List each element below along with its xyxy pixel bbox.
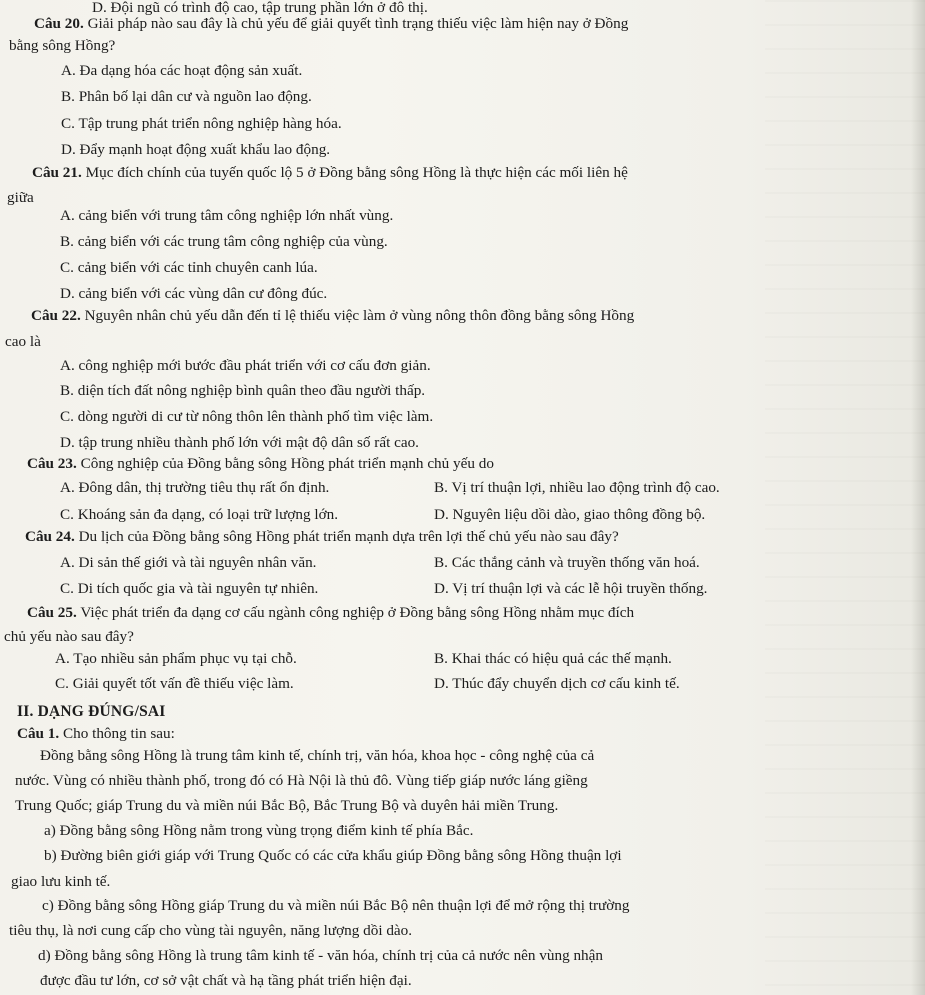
question-24 bbox=[25, 528, 619, 546]
question-text-cont: cao là bbox=[5, 333, 41, 350]
question-21 bbox=[32, 164, 628, 182]
answer-option: A. Tạo nhiều sản phẩm phục vụ tại chỗ. bbox=[55, 650, 297, 667]
passage-line: Đồng bằng sông Hồng là trung tâm kinh tế, chính trị, văn hóa, khoa học - công nghệ của cả bbox=[40, 747, 595, 764]
answer-option: B. Các thắng cảnh và truyền thống văn hoá. bbox=[434, 554, 700, 571]
answer-option: C. cảng biển với các tỉnh chuyên canh lúa. bbox=[60, 259, 318, 276]
statement-a: a) Đồng bằng sông Hồng nằm trong vùng trọng điểm kinh tế phía Bắc. bbox=[44, 822, 474, 839]
answer-option: D. Đẩy mạnh hoạt động xuất khẩu lao động. bbox=[61, 141, 331, 158]
question-label: Câu 1. bbox=[17, 725, 60, 742]
answer-option: B. Khai thác có hiệu quả các thế mạnh. bbox=[434, 650, 672, 667]
answer-option: C. Tập trung phát triển nông nghiệp hàng hóa. bbox=[61, 115, 342, 132]
answer-option: C. Di tích quốc gia và tài nguyên tự nhiên. bbox=[60, 580, 319, 597]
question-text: Giải pháp nào sau đây là chủ yếu để giải quyết tình trạng thiếu việc làm hiện nay ở Đồng bbox=[87, 15, 629, 32]
question-20 bbox=[34, 15, 628, 33]
answer-option: D. Đội ngũ có trình độ cao, tập trung phần lớn ở đô thị. bbox=[92, 0, 428, 16]
statement-c: c) Đồng bằng sông Hồng giáp Trung du và miền núi Bắc Bộ nên thuận lợi để mở rộng thị trường bbox=[42, 897, 630, 914]
section-heading: II. DẠNG ĐÚNG/SAI bbox=[17, 703, 166, 720]
answer-option: B. diện tích đất nông nghiệp bình quân theo đầu người thấp. bbox=[60, 382, 426, 399]
statement-b: b) Đường biên giới giáp với Trung Quốc có các cửa khẩu giúp Đồng bằng sông Hồng thuận lợi bbox=[44, 847, 622, 864]
answer-option: D. Vị trí thuận lợi và các lễ hội truyền thống. bbox=[434, 580, 708, 597]
statement-b-cont: giao lưu kinh tế. bbox=[11, 873, 111, 890]
answer-option: D. tập trung nhiều thành phố lớn với mật độ dân số rất cao. bbox=[60, 434, 419, 451]
statement-d-cont: được đầu tư lớn, cơ sở vật chất và hạ tầng phát triển hiện đại. bbox=[40, 972, 412, 989]
question-text: Cho thông tin sau: bbox=[63, 725, 175, 742]
answer-option: A. Đông dân, thị trường tiêu thụ rất ổn định. bbox=[60, 479, 330, 496]
question-label: Câu 24. bbox=[25, 528, 75, 545]
question-label: Câu 25. bbox=[27, 604, 77, 621]
answer-option: C. Khoáng sản đa dạng, có loại trữ lượng lớn. bbox=[60, 506, 339, 523]
answer-option: A. Đa dạng hóa các hoạt động sản xuất. bbox=[61, 62, 303, 79]
question-text: Việc phát triển đa dạng cơ cấu ngành công nghiệp ở Đồng bằng sông Hồng nhằm mục đích bbox=[80, 604, 635, 621]
statement-d: d) Đồng bằng sông Hồng là trung tâm kinh tế - văn hóa, chính trị của cả nước nên vùng nhận bbox=[38, 947, 603, 964]
question-text-cont: bằng sông Hồng? bbox=[9, 37, 116, 54]
question-label: Câu 21. bbox=[32, 164, 82, 181]
question-text: Nguyên nhân chủ yếu dẫn đến tỉ lệ thiếu việc làm ở vùng nông thôn đồng bằng sông Hồng bbox=[84, 307, 635, 324]
answer-option: C. Giải quyết tốt vấn đề thiếu việc làm. bbox=[55, 675, 294, 692]
show-through-texture bbox=[765, 0, 925, 995]
passage-line: nước. Vùng có nhiều thành phố, trong đó có Hà Nội là thủ đô. Vùng tiếp giáp nước láng giềng bbox=[15, 772, 588, 789]
answer-option: D. cảng biển với các vùng dân cư đông đúc. bbox=[60, 285, 328, 302]
question-text: Công nghiệp của Đồng bằng sông Hồng phát triển mạnh chủ yếu do bbox=[80, 455, 494, 472]
question-label: Câu 22. bbox=[31, 307, 81, 324]
passage-line: Trung Quốc; giáp Trung du và miền núi Bắc Bộ, Bắc Trung Bộ và duyên hải miền Trung. bbox=[15, 797, 559, 814]
question-1 bbox=[17, 725, 175, 743]
question-text-cont: chủ yếu nào sau đây? bbox=[4, 628, 134, 645]
question-text: Mục đích chính của tuyến quốc lộ 5 ở Đồng bằng sông Hồng là thực hiện các mối liên hệ bbox=[85, 164, 628, 181]
page-edge-shadow bbox=[911, 0, 925, 995]
statement-c-cont: tiêu thụ, là nơi cung cấp cho vùng tài nguyên, năng lượng dồi dào. bbox=[9, 922, 413, 939]
question-label: Câu 20. bbox=[34, 15, 84, 32]
question-22 bbox=[31, 307, 634, 325]
answer-option: D. Thúc đẩy chuyển dịch cơ cấu kinh tế. bbox=[434, 675, 680, 692]
answer-option: B. cảng biển với các trung tâm công nghiệp của vùng. bbox=[60, 233, 388, 250]
answer-option: D. Nguyên liệu dồi dào, giao thông đồng bộ. bbox=[434, 506, 706, 523]
answer-option: C. dòng người di cư từ nông thôn lên thành phố tìm việc làm. bbox=[60, 408, 434, 425]
answer-option: B. Phân bố lại dân cư và nguồn lao động. bbox=[61, 88, 312, 105]
question-text: Du lịch của Đồng bằng sông Hồng phát triển mạnh dựa trên lợi thế chủ yếu nào sau đây? bbox=[78, 528, 619, 545]
question-text-cont: giữa bbox=[7, 189, 34, 206]
answer-option: A. công nghiệp mới bước đầu phát triển với cơ cấu đơn giản. bbox=[60, 357, 431, 374]
question-25 bbox=[27, 604, 634, 622]
answer-option: B. Vị trí thuận lợi, nhiều lao động trình độ cao. bbox=[434, 479, 720, 496]
answer-option: A. Di sản thế giới và tài nguyên nhân văn. bbox=[60, 554, 317, 571]
question-label: Câu 23. bbox=[27, 455, 77, 472]
answer-option: A. cảng biển với trung tâm công nghiệp lớn nhất vùng. bbox=[60, 207, 394, 224]
question-23 bbox=[27, 455, 494, 473]
